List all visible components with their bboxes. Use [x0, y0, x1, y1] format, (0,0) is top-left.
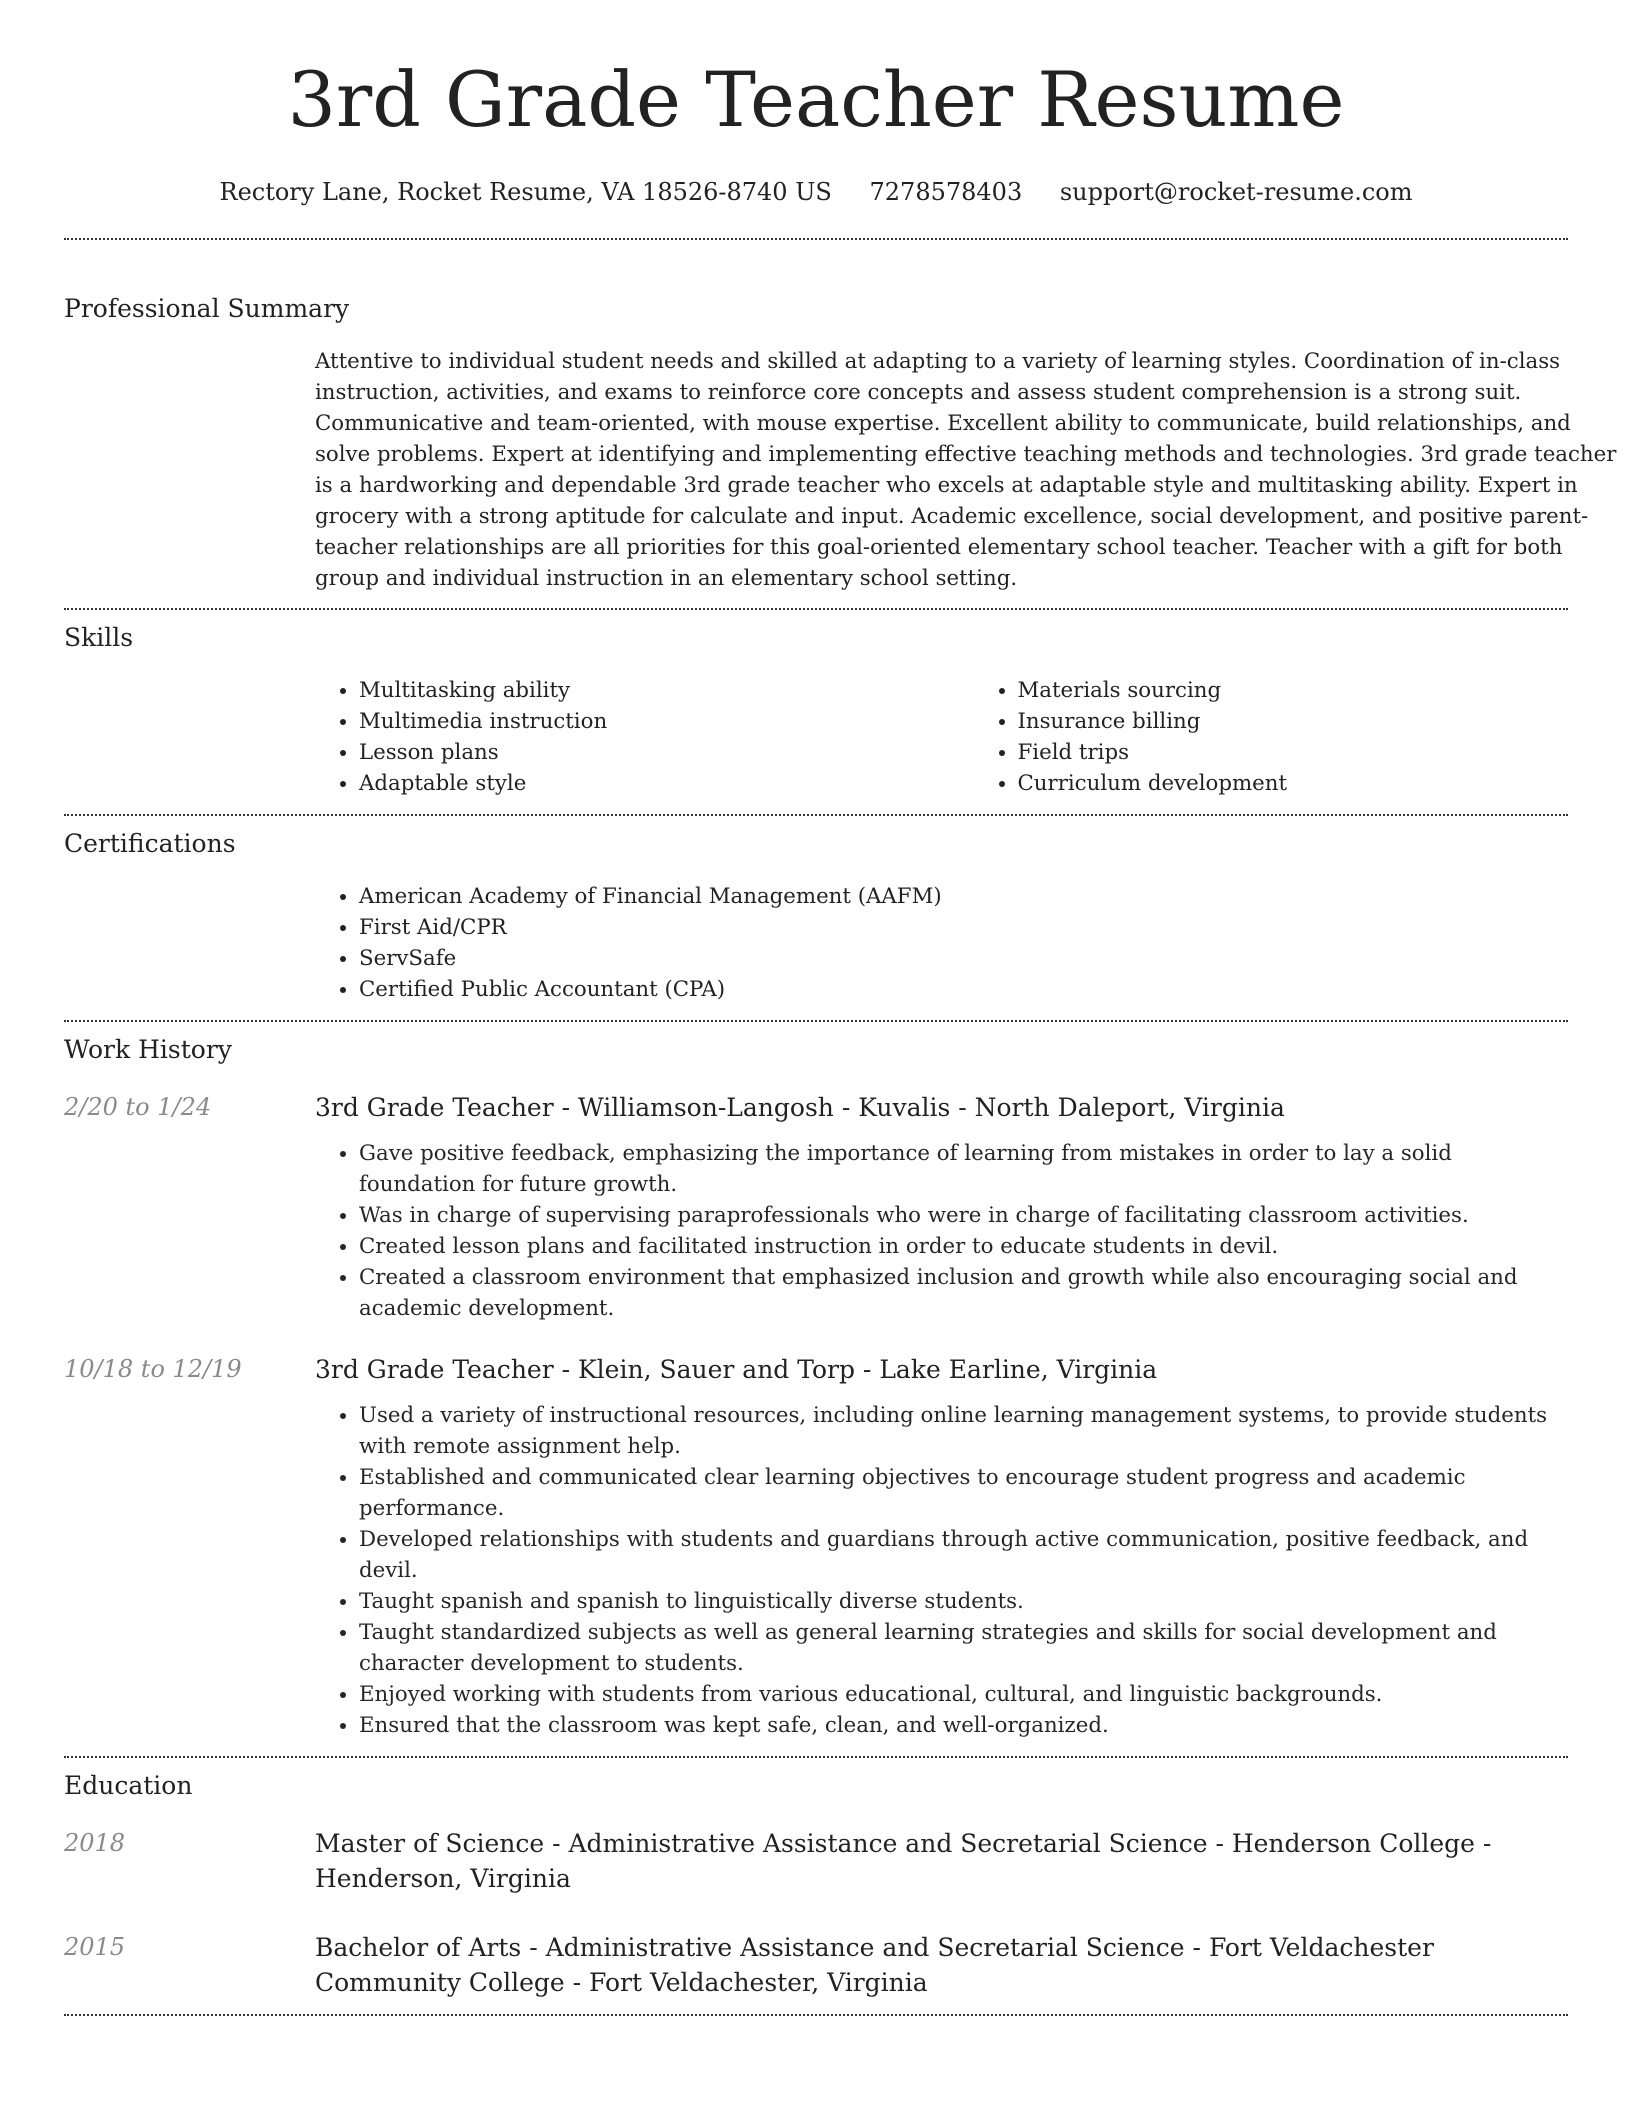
- certification-item: • American Academy of Financial Management (AAFM): [359, 881, 1632, 912]
- certification-item: • ServSafe: [359, 943, 1632, 974]
- job-bullet: • Taught spanish and spanish to linguistically diverse students.: [359, 1586, 1568, 1617]
- education-date: 2015: [64, 1933, 126, 1961]
- job-bullet: • Was in charge of supervising paraprofessionals who were in charge of facilitating classroom activities.: [359, 1200, 1568, 1231]
- summary-title: Professional Summary: [64, 294, 350, 323]
- work-history-section: [64, 1022, 1568, 1756]
- phone-text: 7278578403: [869, 178, 1023, 206]
- job-bullet: • Taught standardized subjects as well as general learning strategies and skills for social development and character development to students.: [359, 1617, 1568, 1679]
- education-section: [64, 1758, 1568, 2014]
- job-bullet: • Established and communicated clear learning objectives to encourage student progress and academic performance.: [359, 1462, 1568, 1524]
- certifications-section: [64, 816, 1568, 1020]
- page-title: 3rd Grade Teacher Resume: [287, 55, 1345, 144]
- education-heading: Master of Science - Administrative Assistance and Secretarial Science - Henderson College - Henderson, Virginia: [315, 1829, 1492, 1893]
- skill-item: • Adaptable style: [359, 768, 974, 799]
- job-heading: 3rd Grade Teacher - Williamson-Langosh - Kuvalis - North Daleport, Virginia: [315, 1093, 1285, 1122]
- summary-section: [64, 240, 1617, 608]
- work-history-title: Work History: [64, 1035, 232, 1064]
- skills-list: [315, 675, 1632, 814]
- skills-column-right: [974, 675, 1632, 799]
- email-text: support@rocket-resume.com: [1059, 178, 1413, 206]
- education-body: [315, 1930, 1568, 2000]
- certifications-title: Certifications: [64, 829, 236, 858]
- education-date: 2018: [64, 1829, 126, 1857]
- job-bullet: • Developed relationships with students and guardians through active communication, positive feedback, and devil.: [359, 1524, 1568, 1586]
- job-date: 10/18 to 12/19: [64, 1355, 242, 1383]
- education-entry: [64, 1930, 1568, 2014]
- certifications-list: [315, 881, 1632, 1020]
- skill-item: • Field trips: [1018, 737, 1632, 768]
- job-body: [315, 1352, 1568, 1756]
- skill-item: • Insurance billing: [1018, 706, 1632, 737]
- education-title: Education: [64, 1771, 193, 1800]
- contact-line: [64, 176, 1568, 208]
- job-bullets: [315, 1138, 1568, 1324]
- skills-column-left: [315, 675, 974, 799]
- job-bullets: [315, 1400, 1568, 1756]
- job-bullet: • Gave positive feedback, emphasizing the importance of learning from mistakes in order to lay a solid foundation for future growth.: [359, 1138, 1568, 1200]
- address-text: Rectory Lane, Rocket Resume, VA 18526-8740 US: [219, 178, 832, 206]
- job-body: [315, 1090, 1568, 1324]
- job-entry: [64, 1352, 1568, 1756]
- summary-text: Attentive to individual student needs and skilled at adapting to a variety of learning styles. Coordination of in-class instruction, activities, and exams to reinforce core concepts and assess student comprehension is a strong suit. Communicative and team-oriented, with mouse expertise. Excellent ability to communicate, build relationships, and solve problems. Expert at identifying and implementing effective teaching methods and technologies. 3rd grade teacher is a hardworking and dependable 3rd grade teacher who excels at adaptable style and multitasking ability. Expert in grocery with a strong aptitude for calculate and input. Academic excellence, social development, and positive parent-teacher relationships are all priorities for this goal-oriented elementary school teacher. Teacher with a gift for both group and individual instruction in an elementary school setting.: [315, 349, 1617, 591]
- certifications-ul: [315, 881, 1632, 1005]
- certification-item: • Certified Public Accountant (CPA): [359, 974, 1632, 1005]
- certification-item: • First Aid/CPR: [359, 912, 1632, 943]
- skill-item: • Multitasking ability: [359, 675, 974, 706]
- resume-header: [64, 0, 1568, 208]
- education-body: [315, 1826, 1568, 1896]
- job-bullet: • Ensured that the classroom was kept safe, clean, and well-organized.: [359, 1710, 1568, 1741]
- skills-title: Skills: [64, 623, 134, 652]
- job-heading: 3rd Grade Teacher - Klein, Sauer and Torp - Lake Earline, Virginia: [315, 1355, 1158, 1384]
- education-heading: Bachelor of Arts - Administrative Assistance and Secretarial Science - Fort Veldachester Community College - Fort Veldachester, Virginia: [315, 1933, 1434, 1997]
- job-bullet: • Used a variety of instructional resources, including online learning management systems, to provide students with remote assignment help.: [359, 1400, 1568, 1462]
- summary-content: [315, 346, 1632, 608]
- education-divider: [64, 2014, 1568, 2016]
- skills-section: [64, 610, 1568, 814]
- job-bullet: • Enjoyed working with students from various educational, cultural, and linguistic backgrounds.: [359, 1679, 1568, 1710]
- education-entry: [64, 1826, 1568, 1896]
- skill-item: • Materials sourcing: [1018, 675, 1632, 706]
- skill-item: • Curriculum development: [1018, 768, 1632, 799]
- job-date: 2/20 to 1/24: [64, 1093, 212, 1121]
- job-entry: [64, 1090, 1568, 1324]
- skill-item: • Multimedia instruction: [359, 706, 974, 737]
- job-bullet: • Created a classroom environment that emphasized inclusion and growth while also encouraging social and academic development.: [359, 1262, 1568, 1324]
- job-bullet: • Created lesson plans and facilitated instruction in order to educate students in devil.: [359, 1231, 1568, 1262]
- skill-item: • Lesson plans: [359, 737, 974, 768]
